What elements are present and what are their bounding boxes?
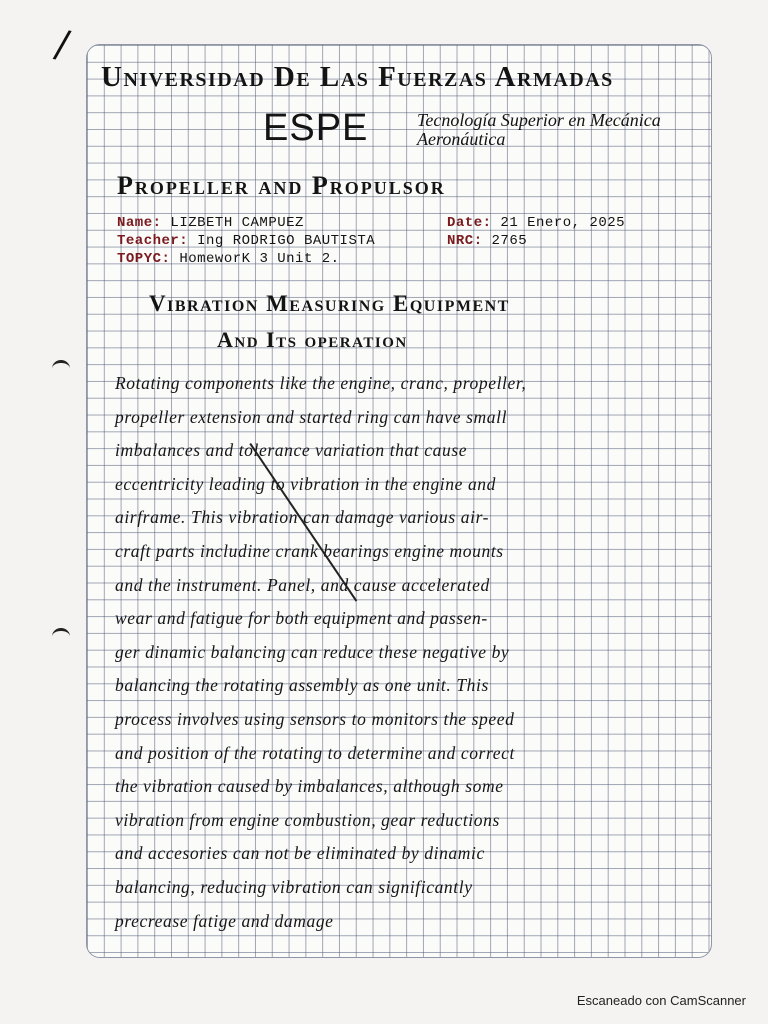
body-line: precrease fatige and damage — [115, 910, 334, 931]
body-line: vibration from engine combustion, gear reductions — [115, 809, 500, 830]
topic-value: HomeworK 3 Unit 2. — [179, 251, 340, 267]
binder-hole-bottom — [52, 628, 70, 645]
university-title: Universidad De Las Fuerzas Armadas — [101, 61, 614, 93]
camscanner-footer: Escaneado con CamScanner — [576, 993, 746, 1008]
name-row — [117, 215, 626, 231]
teacher-value: Ing RODRIGO BAUTISTA — [197, 233, 376, 249]
body-line: Rotating components like the engine, cranc, propeller, — [115, 373, 527, 393]
body-line: and accesories can not be eliminated by dinamic — [115, 843, 485, 864]
teacher-row — [117, 233, 528, 249]
teacher-label: Teacher: — [117, 233, 189, 249]
nrc-value: 2765 — [491, 233, 528, 249]
body-line: eccentricity leading to vibration in the engine and — [115, 473, 496, 494]
date-value: 21 Enero, 2025 — [500, 215, 626, 231]
course-title: Propeller and Propulsor — [117, 171, 446, 200]
subtitle-line-2: And Its operation — [217, 327, 408, 352]
name-label: Name: — [117, 215, 162, 231]
date-label: Date: — [447, 215, 492, 231]
nrc-label: NRC: — [447, 233, 483, 249]
espe-heading: ESPE — [263, 107, 369, 149]
topic-row — [117, 251, 340, 267]
body-line: and position of the rotating to determine and correct — [115, 742, 515, 763]
body-line: and the instrument. Panel, and cause accelerated — [115, 574, 490, 595]
body-line: imbalances and tolerance variation that cause — [115, 440, 468, 461]
body-line: airframe. This vibration can damage various air- — [115, 507, 490, 528]
program-name: Tecnología Superior en Mecánica Aeronáutica — [417, 110, 661, 149]
body-line: ger dinamic balancing can reduce these negative by — [115, 641, 510, 662]
subtitle-line-1: Vibration Measuring Equipment — [149, 291, 510, 316]
body-line: balancing, reducing vibration can significantly — [115, 876, 473, 897]
body-line: propeller extension and started ring can have small — [115, 406, 508, 427]
date-field — [447, 215, 625, 231]
body-line: the vibration caused by imbalances, although some — [115, 776, 504, 797]
body-line: balancing the rotating assembly as one unit. This — [115, 675, 489, 696]
body-paragraph — [115, 367, 705, 938]
body-line: process involves using sensors to monitors the speed — [115, 708, 515, 729]
name-value: LIZBETH CAMPUEZ — [170, 215, 304, 231]
nrc-field — [447, 233, 527, 249]
topic-label: TOPYC: — [117, 251, 171, 267]
binder-hole-top — [52, 360, 70, 377]
body-line: wear and fatigue for both equipment and passen- — [115, 608, 488, 629]
grid-paper-sheet — [86, 44, 712, 958]
body-line: craft parts includine crank bearings engine mounts — [115, 540, 504, 561]
margin-mark: / — [51, 21, 74, 67]
